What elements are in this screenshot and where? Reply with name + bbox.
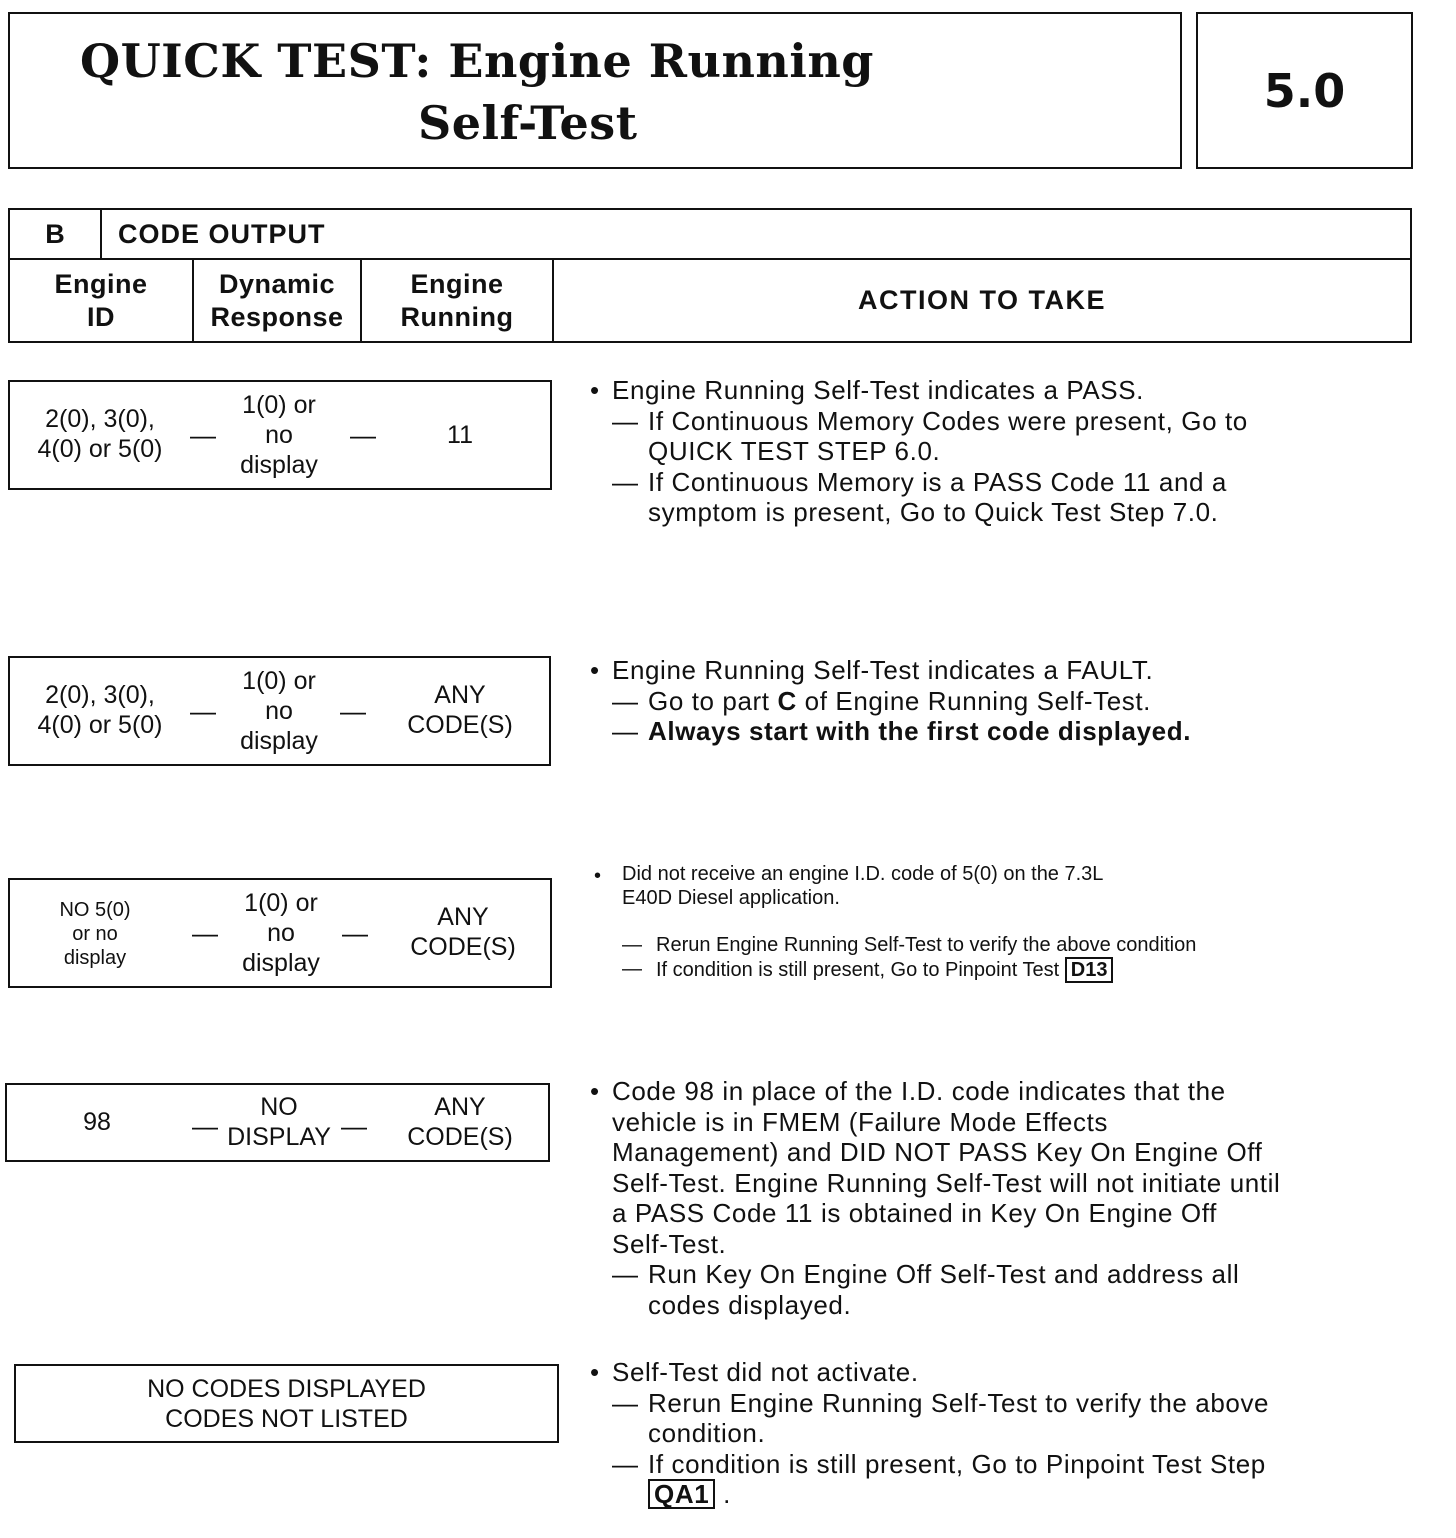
- action-sub-item: [612, 686, 1191, 717]
- dynamic-response-cell: [220, 666, 338, 756]
- action-bullet-line: [594, 862, 1196, 887]
- dynamic-response-line: NO: [260, 1093, 298, 1121]
- dynamic-response-line: 1(0) or: [242, 667, 316, 695]
- action-text: of Engine Running Self-Test.: [796, 685, 1151, 716]
- action-text: Code 98 in place of the I.D. code indicates that the: [612, 1076, 1226, 1106]
- engine-running-cell: [385, 680, 535, 740]
- dash-icon: —: [612, 466, 639, 497]
- action-text: Rerun Engine Running Self-Test to verify the above condition: [656, 934, 1197, 956]
- action-emphasis: Always start with the first code displayed.: [648, 716, 1192, 746]
- dynamic-response-cell: [219, 1092, 339, 1152]
- column-header-action-to-take: ACTION TO TAKE: [858, 285, 1106, 315]
- column-header-row: [8, 258, 1412, 343]
- dynamic-response-line: 1(0) or: [244, 889, 318, 917]
- dash-icon: —: [612, 405, 639, 436]
- dynamic-response-line: no: [265, 697, 293, 725]
- action-text: If condition is still present, Go to Pinpoint Test: [656, 959, 1060, 981]
- engine-running-line: CODE(S): [410, 933, 516, 961]
- pinpoint-test-reference[interactable]: D13: [1065, 957, 1114, 983]
- action-reference-line: [612, 1479, 1269, 1510]
- condition-box-fault: [8, 656, 551, 766]
- dash-separator: —: [350, 420, 376, 450]
- engine-id-cell: [30, 898, 160, 970]
- section-number: 5.0: [1263, 64, 1346, 118]
- action-text: Management) and DID NOT PASS Key On Engine Off: [612, 1137, 1263, 1167]
- part-letter: B: [10, 210, 102, 258]
- action-text: a PASS Code 11 is obtained in Key On Engine Off: [612, 1198, 1217, 1228]
- action-bullet-line: [590, 1357, 1269, 1388]
- action-bullet-line: [590, 1076, 1280, 1107]
- pinpoint-test-step-reference[interactable]: QA1: [648, 1479, 715, 1509]
- action-sub-item: [612, 1449, 1269, 1480]
- bullet-icon: •: [590, 1357, 600, 1387]
- part-title: CODE OUTPUT: [118, 218, 326, 249]
- condition-line: CODES NOT LISTED: [165, 1405, 408, 1433]
- action-sub-item: [622, 957, 1196, 983]
- action-text: Engine Running Self-Test indicates a PASS.: [612, 375, 1145, 405]
- dynamic-response-line: display: [240, 727, 318, 755]
- dynamic-response-line: display: [242, 949, 320, 977]
- action-text: .: [723, 1479, 731, 1509]
- engine-id-line: display: [63, 947, 127, 969]
- engine-running-cell: [390, 420, 530, 450]
- condition-line: NO CODES DISPLAYED: [147, 1375, 426, 1403]
- action-text: codes displayed.: [648, 1289, 852, 1320]
- dash-separator: —: [341, 1111, 367, 1141]
- dash-separator: —: [190, 696, 216, 726]
- action-sub-item: [612, 406, 1248, 437]
- action-text: Go to part: [648, 685, 778, 716]
- dash-icon: —: [612, 716, 639, 746]
- title-block: [8, 12, 1182, 169]
- engine-running-line: ANY: [434, 1093, 486, 1121]
- dash-separator: —: [192, 1111, 218, 1141]
- action-text: E40D Diesel application.: [622, 887, 840, 909]
- dash-icon: —: [612, 1387, 639, 1418]
- column-header-dynamic-response: Dynamic Response: [194, 260, 362, 341]
- action-block-no-id: [594, 862, 1197, 983]
- action-block-code-98: [590, 1076, 1281, 1320]
- part-header: [8, 208, 1412, 260]
- action-sub-item: [612, 1259, 1280, 1290]
- engine-id-line: 4(0) or 5(0): [37, 711, 163, 739]
- bullet-icon: •: [590, 655, 600, 685]
- dynamic-response-line: 1(0) or: [242, 391, 316, 419]
- dynamic-response-cell: [220, 390, 338, 480]
- page-title-line-2: Self-Test: [418, 96, 638, 150]
- action-sub-item: [622, 933, 1196, 957]
- engine-running-code: 11: [447, 421, 473, 449]
- dash-separator: —: [190, 420, 216, 450]
- dash-icon: —: [622, 958, 642, 980]
- action-text: Self-Test.: [612, 1228, 727, 1259]
- action-text: condition.: [648, 1418, 766, 1448]
- action-text: Self-Test did not activate.: [612, 1357, 919, 1387]
- condition-box-code-98: [5, 1083, 550, 1162]
- engine-id-line: 2(0), 3(0),: [45, 681, 155, 709]
- engine-running-cell: [388, 902, 538, 962]
- dash-separator: —: [342, 918, 368, 948]
- action-sub-item: [612, 1388, 1269, 1419]
- condition-box-pass: [8, 380, 552, 490]
- dynamic-response-line: no: [267, 919, 295, 947]
- engine-id-line: 2(0), 3(0),: [45, 405, 155, 433]
- action-text: Rerun Engine Running Self-Test to verify the above: [648, 1387, 1270, 1418]
- dash-icon: —: [612, 685, 639, 716]
- engine-id-line: NO 5(0): [59, 899, 131, 921]
- engine-running-line: ANY: [434, 681, 486, 709]
- action-sub-item: [612, 467, 1248, 498]
- action-text: Self-Test. Engine Running Self-Test will not initiate until: [612, 1167, 1281, 1198]
- action-block-fault: [590, 655, 1192, 747]
- engine-id-cell: [20, 680, 180, 740]
- dash-icon: —: [622, 934, 642, 956]
- action-bullet-line: [590, 655, 1191, 686]
- dash-icon: —: [612, 1448, 639, 1479]
- dynamic-response-line: DISPLAY: [227, 1123, 331, 1151]
- dash-separator: —: [192, 918, 218, 948]
- engine-id-line: 98: [83, 1108, 111, 1136]
- action-text: Did not receive an engine I.D. code of 5(0) on the 7.3L: [622, 863, 1104, 885]
- action-text: Run Key On Engine Off Self-Test and address all: [648, 1259, 1240, 1289]
- engine-id-cell: [57, 1107, 137, 1137]
- action-sub-item: [612, 716, 1191, 747]
- action-bullet-line: [590, 375, 1248, 406]
- column-header-engine-id: Engine ID: [10, 260, 194, 341]
- bullet-icon: •: [594, 865, 602, 887]
- dash-icon: —: [612, 1259, 639, 1289]
- condition-box-no-codes: [14, 1364, 559, 1443]
- action-text: If Continuous Memory Codes were present, Go to: [648, 405, 1248, 436]
- engine-id-line: or no: [72, 923, 118, 945]
- engine-running-line: ANY: [437, 903, 489, 931]
- engine-running-cell: [385, 1092, 535, 1152]
- engine-id-cell: [20, 404, 180, 464]
- condition-cell: [16, 1374, 557, 1434]
- engine-id-line: 4(0) or 5(0): [37, 435, 163, 463]
- part-reference: C: [777, 685, 797, 716]
- action-text: symptom is present, Go to Quick Test Step 7.0.: [648, 497, 1219, 527]
- dynamic-response-line: no: [265, 421, 293, 449]
- action-block-pass: [590, 375, 1248, 528]
- action-text: If Continuous Memory is a PASS Code 11 and a: [648, 466, 1227, 497]
- bullet-icon: •: [590, 375, 600, 405]
- section-number-box: [1196, 12, 1413, 169]
- dynamic-response-cell: [222, 888, 340, 978]
- page-title-line-1: QUICK TEST: Engine Running: [80, 34, 874, 88]
- condition-box-no-id: [8, 878, 552, 988]
- action-text: If condition is still present, Go to Pinpoint Test Step: [648, 1448, 1266, 1479]
- dash-separator: —: [340, 696, 366, 726]
- engine-running-line: CODE(S): [407, 1123, 513, 1151]
- action-text: vehicle is in FMEM (Failure Mode Effects: [612, 1106, 1108, 1137]
- engine-running-line: CODE(S): [407, 711, 513, 739]
- dynamic-response-line: display: [240, 451, 318, 479]
- action-text: QUICK TEST STEP 6.0.: [648, 436, 941, 466]
- bullet-icon: •: [590, 1076, 600, 1106]
- column-header-engine-running: Engine Running: [362, 260, 554, 341]
- action-block-no-codes: [590, 1357, 1270, 1510]
- action-text: Engine Running Self-Test indicates a FAULT.: [612, 655, 1154, 685]
